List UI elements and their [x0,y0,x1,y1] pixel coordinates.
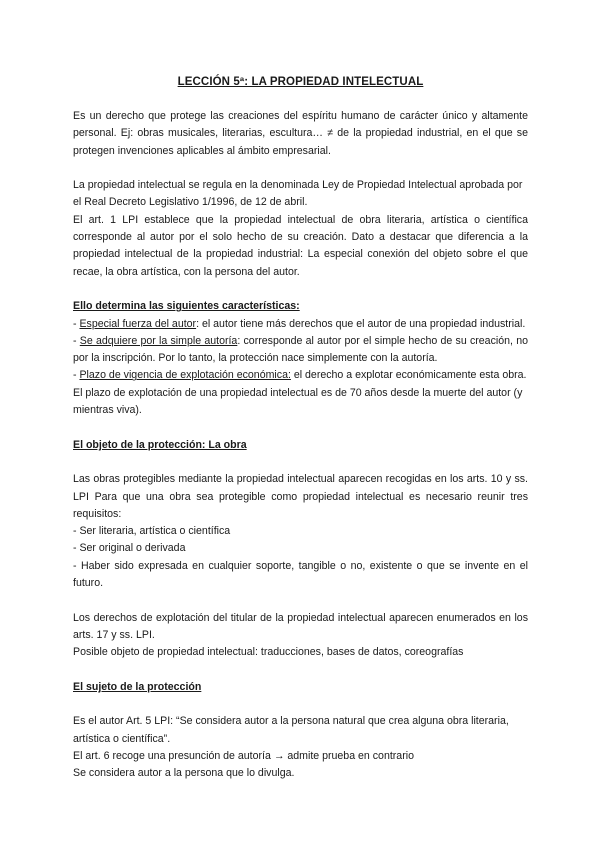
characteristic-text: : el autor tiene más derechos que el autor de una propiedad industrial. [196,317,526,330]
exploitation-rights-paragraph: Los derechos de explotación del titular de la propiedad intelectual aparecen enumerados en los arts. 17 y ss. LPI. [73,611,528,641]
requirement-item: - Haber sido expresada en cualquier soporte, tangible o no, existente o que se invente en el futuro. [73,559,528,590]
characteristics-heading: Ello determina las siguientes características: [73,300,300,313]
object-paragraph: Las obras protegibles mediante la propiedad intelectual aparecen recogidas en los arts. 10 y ss. LPI Para que una obra sea protegible como propiedad intelectual es necesario reunir tres requisitos: [73,473,528,520]
requirement-item: - Ser original o derivada [73,542,186,555]
spacer [73,454,528,471]
spacer [73,696,528,713]
characteristic-term: Se adquiere por la simple autoría [79,334,238,347]
presumption-paragraph: El art. 6 recoge una presunción de autoría → admite prueba en contrario [73,749,414,762]
regulation-paragraph: La propiedad intelectual se regula en la denominada Ley de Propiedad Intelectual aprobada por el Real Decreto Legislativo 1/1996, de 12 de abril. [73,179,523,209]
item-prefix: - [73,334,80,347]
spacer [73,592,528,609]
intro-paragraph: Es un derecho que protege las creaciones del espíritu humano de carácter único y altamente personal. Ej: obras musicales, literarias, escultura… ≠ de la propiedad industrial, en el que se protegen invenciones aplicables al ámbito empresarial. [73,110,528,157]
spacer [73,662,528,679]
characteristic-item [73,316,528,333]
object-heading: El objeto de la protección: La obra [73,438,247,451]
characteristic-item [73,367,528,419]
subject-heading: El sujeto de la protección [73,680,202,693]
spacer [73,419,528,436]
possible-objects-paragraph: Posible objeto de propiedad intelectual: traducciones, bases de datos, coreografías [73,646,464,659]
document-body [73,74,528,783]
requirement-item: - Ser literaria, artística o científica [73,525,231,538]
divulge-paragraph: Se considera autor a la persona que lo divulga. [73,767,295,780]
characteristic-term: Plazo de vigencia de explotación económica: [79,369,291,382]
characteristic-term: Especial fuerza del autor [79,317,197,330]
characteristic-text: : corresponde al autor por el simple hecho de su creación, no por la inscripción. Por lo tanto, la protección nace simplemente con la autoría. [73,334,528,365]
characteristic-item [73,333,528,368]
article-1-paragraph: El art. 1 LPI establece que la propiedad intelectual de obra literaria, artística o científica corresponde al autor por el solo hecho de su creación. Dato a destacar que diferencia a la propiedad intelectual de la propiedad industrial: La especial conexión del objeto sobre el que recae, la obra artística, con la persona del autor. [73,213,528,278]
item-prefix: - [73,369,80,382]
item-prefix: - [73,317,80,330]
characteristic-text: el derecho a explotar económicamente esta obra. El plazo de explotación de una propiedad intelectual es de 70 años desde la muerte del autor (y mientras viva). [73,369,527,417]
spacer [73,160,528,177]
subject-paragraph: Es el autor Art. 5 LPI: “Se considera autor a la persona natural que crea alguna obra literaria, artística o científica”. [73,715,509,745]
page-title: LECCIÓN 5ª: LA PROPIEDAD INTELECTUAL [177,76,424,88]
spacer [73,281,528,298]
